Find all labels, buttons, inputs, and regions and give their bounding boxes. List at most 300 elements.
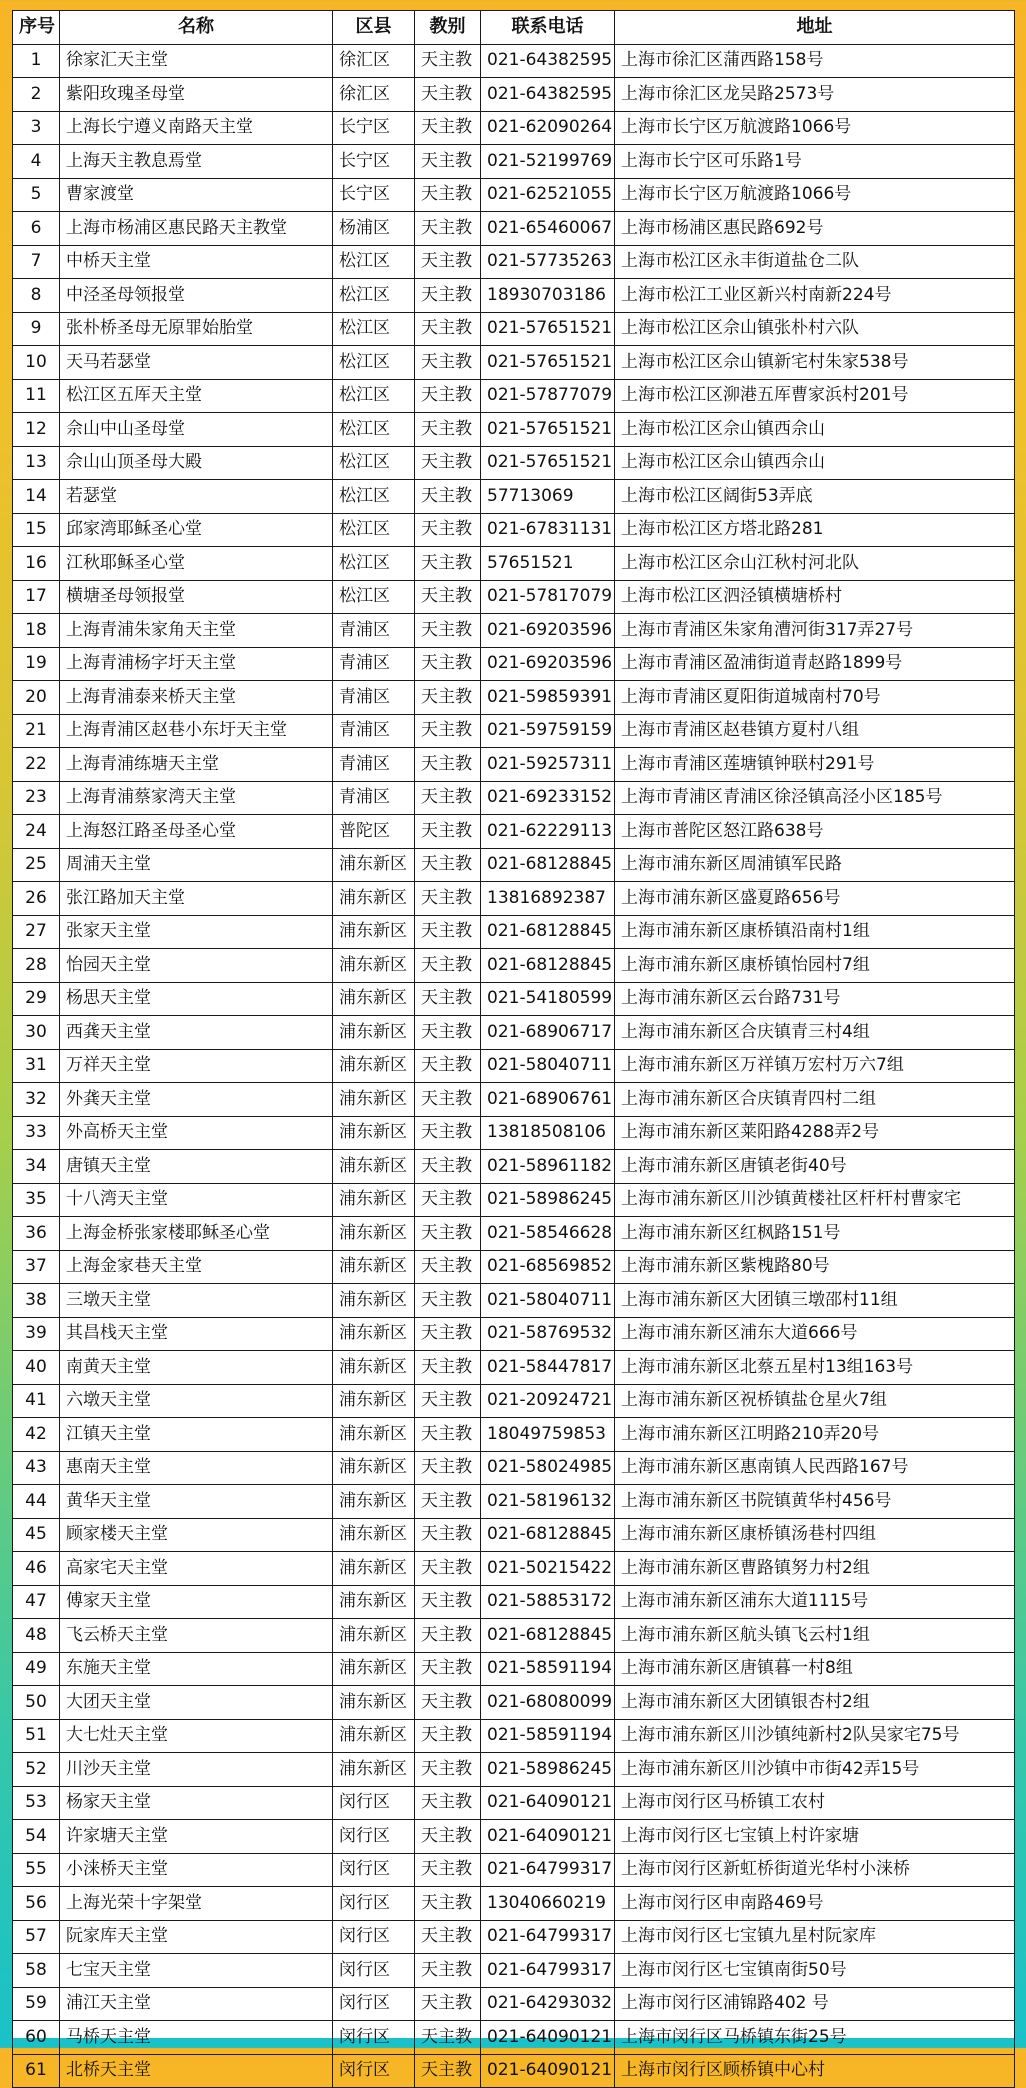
phone-cell: 021-59759159 <box>481 714 615 748</box>
address-cell: 上海市浦东新区康桥镇怡园村7组 <box>615 949 1015 983</box>
phone-cell: 021-59257311 <box>481 748 615 782</box>
table-row <box>13 1518 1015 1552</box>
row-number-cell: 30 <box>13 1016 60 1050</box>
address-cell: 上海市青浦区莲塘镇钟联村291号 <box>615 748 1015 782</box>
row-number-cell: 24 <box>13 815 60 849</box>
row-number-cell: 8 <box>13 279 60 313</box>
church-name-cell: 怡园天主堂 <box>60 949 333 983</box>
row-number-cell: 21 <box>13 714 60 748</box>
phone-cell: 021-64382595 <box>481 44 615 78</box>
church-name-cell: 中泾圣母领报堂 <box>60 279 333 313</box>
district-cell: 松江区 <box>333 446 415 480</box>
church-name-cell: 江镇天主堂 <box>60 1418 333 1452</box>
row-number-cell: 27 <box>13 915 60 949</box>
religion-cell: 天主教 <box>415 781 481 815</box>
phone-cell: 021-57651521 <box>481 413 615 447</box>
religion-cell: 天主教 <box>415 1619 481 1653</box>
address-cell: 上海市闵行区顾桥镇中心村 <box>615 2054 1015 2088</box>
table-row <box>13 1384 1015 1418</box>
district-cell: 浦东新区 <box>333 1451 415 1485</box>
row-number-cell: 4 <box>13 145 60 179</box>
phone-cell: 021-64090121 <box>481 2054 615 2088</box>
church-name-cell: 上海长宁遵义南路天主堂 <box>60 111 333 145</box>
table-row <box>13 1585 1015 1619</box>
religion-cell: 天主教 <box>415 547 481 581</box>
religion-cell: 天主教 <box>415 1719 481 1753</box>
table-row <box>13 78 1015 112</box>
address-cell: 上海市浦东新区书院镇黄华村456号 <box>615 1485 1015 1519</box>
row-number-cell: 9 <box>13 312 60 346</box>
religion-cell: 天主教 <box>415 1384 481 1418</box>
district-cell: 浦东新区 <box>333 1317 415 1351</box>
religion-cell: 天主教 <box>415 580 481 614</box>
table-row <box>13 882 1015 916</box>
religion-cell: 天主教 <box>415 480 481 514</box>
table-row <box>13 1351 1015 1385</box>
header-num: 序号 <box>13 11 60 45</box>
row-number-cell: 14 <box>13 480 60 514</box>
district-cell: 浦东新区 <box>333 882 415 916</box>
church-name-cell: 佘山山顶圣母大殿 <box>60 446 333 480</box>
address-cell: 上海市长宁区万航渡路1066号 <box>615 178 1015 212</box>
row-number-cell: 35 <box>13 1183 60 1217</box>
table-row <box>13 1987 1015 2021</box>
table-row <box>13 1853 1015 1887</box>
row-number-cell: 51 <box>13 1719 60 1753</box>
phone-cell: 021-58591194 <box>481 1652 615 1686</box>
phone-cell: 021-68906717 <box>481 1016 615 1050</box>
district-cell: 浦东新区 <box>333 1049 415 1083</box>
row-number-cell: 12 <box>13 413 60 447</box>
religion-cell: 天主教 <box>415 1183 481 1217</box>
header-row <box>13 11 1015 45</box>
district-cell: 杨浦区 <box>333 212 415 246</box>
phone-cell: 021-68128845 <box>481 848 615 882</box>
religion-cell: 天主教 <box>415 245 481 279</box>
district-cell: 松江区 <box>333 379 415 413</box>
row-number-cell: 5 <box>13 178 60 212</box>
religion-cell: 天主教 <box>415 44 481 78</box>
row-number-cell: 37 <box>13 1250 60 1284</box>
church-name-cell: 三墩天主堂 <box>60 1284 333 1318</box>
address-cell: 上海市闵行区浦锦路402 号 <box>615 1987 1015 2021</box>
phone-cell: 021-68128845 <box>481 1518 615 1552</box>
church-name-cell: 江秋耶稣圣心堂 <box>60 547 333 581</box>
phone-cell: 021-64799317 <box>481 1954 615 1988</box>
table-row <box>13 1116 1015 1150</box>
table-row <box>13 413 1015 447</box>
religion-cell: 天主教 <box>415 379 481 413</box>
phone-cell: 021-69233152 <box>481 781 615 815</box>
table-row <box>13 748 1015 782</box>
row-number-cell: 32 <box>13 1083 60 1117</box>
address-cell: 上海市浦东新区浦东大道666号 <box>615 1317 1015 1351</box>
church-name-cell: 许家塘天主堂 <box>60 1820 333 1854</box>
header-religion: 教别 <box>415 11 481 45</box>
phone-cell: 021-58986245 <box>481 1183 615 1217</box>
row-number-cell: 57 <box>13 1920 60 1954</box>
religion-cell: 天主教 <box>415 1083 481 1117</box>
table-row <box>13 1652 1015 1686</box>
church-name-cell: 川沙天主堂 <box>60 1753 333 1787</box>
church-name-cell: 东施天主堂 <box>60 1652 333 1686</box>
table-row <box>13 1317 1015 1351</box>
church-name-cell: 徐家汇天主堂 <box>60 44 333 78</box>
address-cell: 上海市松江区方塔北路281 <box>615 513 1015 547</box>
address-cell: 上海市浦东新区江明路210弄20号 <box>615 1418 1015 1452</box>
district-cell: 松江区 <box>333 279 415 313</box>
row-number-cell: 31 <box>13 1049 60 1083</box>
address-cell: 上海市闵行区新虹桥街道光华村小涞桥 <box>615 1853 1015 1887</box>
religion-cell: 天主教 <box>415 413 481 447</box>
address-cell: 上海市闵行区七宝镇九星村阮家库 <box>615 1920 1015 1954</box>
table-row <box>13 781 1015 815</box>
district-cell: 青浦区 <box>333 781 415 815</box>
church-name-cell: 飞云桥天主堂 <box>60 1619 333 1653</box>
district-cell: 浦东新区 <box>333 1652 415 1686</box>
religion-cell: 天主教 <box>415 1853 481 1887</box>
religion-cell: 天主教 <box>415 714 481 748</box>
address-cell: 上海市松江区佘山镇张朴村六队 <box>615 312 1015 346</box>
row-number-cell: 43 <box>13 1451 60 1485</box>
row-number-cell: 18 <box>13 614 60 648</box>
table-row <box>13 848 1015 882</box>
phone-cell: 021-65460067 <box>481 212 615 246</box>
district-cell: 徐汇区 <box>333 44 415 78</box>
table-row <box>13 2021 1015 2055</box>
church-name-cell: 上海金桥张家楼耶稣圣心堂 <box>60 1217 333 1251</box>
district-cell: 松江区 <box>333 413 415 447</box>
table-frame <box>12 10 1014 2081</box>
address-cell: 上海市松江区佘山镇西佘山 <box>615 413 1015 447</box>
table-row <box>13 1250 1015 1284</box>
church-name-cell: 西龚天主堂 <box>60 1016 333 1050</box>
table-row <box>13 1753 1015 1787</box>
district-cell: 浦东新区 <box>333 1753 415 1787</box>
address-cell: 上海市闵行区七宝镇上村许家塘 <box>615 1820 1015 1854</box>
address-cell: 上海市松江工业区新兴村南新224号 <box>615 279 1015 313</box>
religion-cell: 天主教 <box>415 1485 481 1519</box>
table-row <box>13 1552 1015 1586</box>
address-cell: 上海市浦东新区盛夏路656号 <box>615 882 1015 916</box>
religion-cell: 天主教 <box>415 915 481 949</box>
religion-cell: 天主教 <box>415 1552 481 1586</box>
church-name-cell: 天马若瑟堂 <box>60 346 333 380</box>
address-cell: 上海市浦东新区云台路731号 <box>615 982 1015 1016</box>
row-number-cell: 38 <box>13 1284 60 1318</box>
church-table <box>12 10 1015 2088</box>
address-cell: 上海市浦东新区紫槐路80号 <box>615 1250 1015 1284</box>
table-row <box>13 1183 1015 1217</box>
phone-cell: 021-64293032 <box>481 1987 615 2021</box>
phone-cell: 13818508106 <box>481 1116 615 1150</box>
address-cell: 上海市普陀区怒江路638号 <box>615 815 1015 849</box>
address-cell: 上海市长宁区可乐路1号 <box>615 145 1015 179</box>
church-name-cell: 邱家湾耶稣圣心堂 <box>60 513 333 547</box>
religion-cell: 天主教 <box>415 1317 481 1351</box>
table-row <box>13 681 1015 715</box>
church-name-cell: 北桥天主堂 <box>60 2054 333 2088</box>
table-row <box>13 1786 1015 1820</box>
church-name-cell: 张家天主堂 <box>60 915 333 949</box>
row-number-cell: 60 <box>13 2021 60 2055</box>
phone-cell: 021-58961182 <box>481 1150 615 1184</box>
church-name-cell: 杨思天主堂 <box>60 982 333 1016</box>
table-row <box>13 1485 1015 1519</box>
address-cell: 上海市浦东新区川沙镇纯新村2队吴家宅75号 <box>615 1719 1015 1753</box>
phone-cell: 021-58040711 <box>481 1049 615 1083</box>
row-number-cell: 45 <box>13 1518 60 1552</box>
religion-cell: 天主教 <box>415 1987 481 2021</box>
row-number-cell: 7 <box>13 245 60 279</box>
religion-cell: 天主教 <box>415 279 481 313</box>
address-cell: 上海市浦东新区唐镇老街40号 <box>615 1150 1015 1184</box>
religion-cell: 天主教 <box>415 212 481 246</box>
church-name-cell: 上海青浦练塘天主堂 <box>60 748 333 782</box>
table-row <box>13 1619 1015 1653</box>
address-cell: 上海市浦东新区合庆镇青三村4组 <box>615 1016 1015 1050</box>
address-cell: 上海市浦东新区惠南镇人民西路167号 <box>615 1451 1015 1485</box>
address-cell: 上海市浦东新区周浦镇军民路 <box>615 848 1015 882</box>
district-cell: 浦东新区 <box>333 1384 415 1418</box>
address-cell: 上海市松江区佘山镇西佘山 <box>615 446 1015 480</box>
table-row <box>13 580 1015 614</box>
address-cell: 上海市浦东新区大团镇三墩邵村11组 <box>615 1284 1015 1318</box>
address-cell: 上海市松江区佘山江秋村河北队 <box>615 547 1015 581</box>
district-cell: 浦东新区 <box>333 848 415 882</box>
religion-cell: 天主教 <box>415 1585 481 1619</box>
religion-cell: 天主教 <box>415 1786 481 1820</box>
phone-cell: 021-58196132 <box>481 1485 615 1519</box>
address-cell: 上海市浦东新区川沙镇黄楼社区杆杆村曹家宅 <box>615 1183 1015 1217</box>
row-number-cell: 15 <box>13 513 60 547</box>
phone-cell: 57651521 <box>481 547 615 581</box>
row-number-cell: 55 <box>13 1853 60 1887</box>
phone-cell: 021-64799317 <box>481 1853 615 1887</box>
religion-cell: 天主教 <box>415 145 481 179</box>
religion-cell: 天主教 <box>415 848 481 882</box>
row-number-cell: 56 <box>13 1887 60 1921</box>
phone-cell: 021-54180599 <box>481 982 615 1016</box>
row-number-cell: 22 <box>13 748 60 782</box>
religion-cell: 天主教 <box>415 446 481 480</box>
district-cell: 浦东新区 <box>333 1183 415 1217</box>
religion-cell: 天主教 <box>415 2021 481 2055</box>
religion-cell: 天主教 <box>415 1820 481 1854</box>
table-row <box>13 714 1015 748</box>
table-row <box>13 2054 1015 2088</box>
table-row <box>13 1954 1015 1988</box>
district-cell: 松江区 <box>333 245 415 279</box>
row-number-cell: 28 <box>13 949 60 983</box>
district-cell: 浦东新区 <box>333 1418 415 1452</box>
district-cell: 浦东新区 <box>333 1485 415 1519</box>
district-cell: 长宁区 <box>333 145 415 179</box>
row-number-cell: 29 <box>13 982 60 1016</box>
address-cell: 上海市杨浦区惠民路692号 <box>615 212 1015 246</box>
church-name-cell: 上海金家巷天主堂 <box>60 1250 333 1284</box>
phone-cell: 021-58546628 <box>481 1217 615 1251</box>
table-row <box>13 480 1015 514</box>
phone-cell: 021-64090121 <box>481 1820 615 1854</box>
address-cell: 上海市青浦区朱家角漕河街317弄27号 <box>615 614 1015 648</box>
church-name-cell: 大七灶天主堂 <box>60 1719 333 1753</box>
district-cell: 青浦区 <box>333 647 415 681</box>
address-cell: 上海市长宁区万航渡路1066号 <box>615 111 1015 145</box>
table-row <box>13 1016 1015 1050</box>
header-district: 区县 <box>333 11 415 45</box>
address-cell: 上海市松江区泖港五厍曹家浜村201号 <box>615 379 1015 413</box>
table-row <box>13 245 1015 279</box>
district-cell: 松江区 <box>333 547 415 581</box>
district-cell: 浦东新区 <box>333 1083 415 1117</box>
phone-cell: 021-57651521 <box>481 346 615 380</box>
phone-cell: 021-68569852 <box>481 1250 615 1284</box>
row-number-cell: 19 <box>13 647 60 681</box>
row-number-cell: 58 <box>13 1954 60 1988</box>
religion-cell: 天主教 <box>415 346 481 380</box>
church-name-cell: 浦江天主堂 <box>60 1987 333 2021</box>
table-row <box>13 212 1015 246</box>
address-cell: 上海市松江区佘山镇新宅村朱家538号 <box>615 346 1015 380</box>
church-name-cell: 紫阳玫瑰圣母堂 <box>60 78 333 112</box>
district-cell: 闵行区 <box>333 1820 415 1854</box>
phone-cell: 021-58447817 <box>481 1351 615 1385</box>
row-number-cell: 61 <box>13 2054 60 2088</box>
religion-cell: 天主教 <box>415 614 481 648</box>
religion-cell: 天主教 <box>415 1418 481 1452</box>
district-cell: 闵行区 <box>333 1987 415 2021</box>
religion-cell: 天主教 <box>415 2054 481 2088</box>
table-row <box>13 1451 1015 1485</box>
phone-cell: 57713069 <box>481 480 615 514</box>
row-number-cell: 23 <box>13 781 60 815</box>
address-cell: 上海市闵行区申南路469号 <box>615 1887 1015 1921</box>
phone-cell: 021-52199769 <box>481 145 615 179</box>
address-cell: 上海市松江区阔街53弄底 <box>615 480 1015 514</box>
table-row <box>13 44 1015 78</box>
religion-cell: 天主教 <box>415 1451 481 1485</box>
phone-cell: 13040660219 <box>481 1887 615 1921</box>
district-cell: 闵行区 <box>333 1853 415 1887</box>
religion-cell: 天主教 <box>415 1016 481 1050</box>
address-cell: 上海市浦东新区航头镇飞云村1组 <box>615 1619 1015 1653</box>
church-name-cell: 若瑟堂 <box>60 480 333 514</box>
address-cell: 上海市徐汇区蒲西路158号 <box>615 44 1015 78</box>
religion-cell: 天主教 <box>415 1652 481 1686</box>
row-number-cell: 1 <box>13 44 60 78</box>
table-row <box>13 815 1015 849</box>
table-row <box>13 279 1015 313</box>
row-number-cell: 50 <box>13 1686 60 1720</box>
address-cell: 上海市青浦区夏阳街道城南村70号 <box>615 681 1015 715</box>
row-number-cell: 20 <box>13 681 60 715</box>
church-name-cell: 上海青浦蔡家湾天主堂 <box>60 781 333 815</box>
row-number-cell: 16 <box>13 547 60 581</box>
phone-cell: 021-69203596 <box>481 647 615 681</box>
religion-cell: 天主教 <box>415 647 481 681</box>
table-row <box>13 111 1015 145</box>
table-row <box>13 513 1015 547</box>
religion-cell: 天主教 <box>415 748 481 782</box>
table-row <box>13 982 1015 1016</box>
district-cell: 闵行区 <box>333 1954 415 1988</box>
phone-cell: 021-57651521 <box>481 312 615 346</box>
church-name-cell: 上海青浦区赵巷小东圩天主堂 <box>60 714 333 748</box>
table-row <box>13 446 1015 480</box>
district-cell: 浦东新区 <box>333 1518 415 1552</box>
table-row <box>13 145 1015 179</box>
district-cell: 松江区 <box>333 346 415 380</box>
row-number-cell: 36 <box>13 1217 60 1251</box>
district-cell: 闵行区 <box>333 1887 415 1921</box>
phone-cell: 021-64799317 <box>481 1920 615 1954</box>
church-name-cell: 张朴桥圣母无原罪始胎堂 <box>60 312 333 346</box>
row-number-cell: 52 <box>13 1753 60 1787</box>
district-cell: 浦东新区 <box>333 982 415 1016</box>
church-name-cell: 惠南天主堂 <box>60 1451 333 1485</box>
table-body <box>13 44 1015 2088</box>
religion-cell: 天主教 <box>415 178 481 212</box>
district-cell: 浦东新区 <box>333 1619 415 1653</box>
table-row <box>13 1418 1015 1452</box>
religion-cell: 天主教 <box>415 1284 481 1318</box>
church-name-cell: 万祥天主堂 <box>60 1049 333 1083</box>
religion-cell: 天主教 <box>415 1116 481 1150</box>
religion-cell: 天主教 <box>415 1217 481 1251</box>
church-name-cell: 上海青浦杨字圩天主堂 <box>60 647 333 681</box>
phone-cell: 021-58769532 <box>481 1317 615 1351</box>
header-name: 名称 <box>60 11 333 45</box>
address-cell: 上海市浦东新区莱阳路4288弄2号 <box>615 1116 1015 1150</box>
row-number-cell: 44 <box>13 1485 60 1519</box>
religion-cell: 天主教 <box>415 513 481 547</box>
row-number-cell: 2 <box>13 78 60 112</box>
district-cell: 浦东新区 <box>333 1585 415 1619</box>
district-cell: 徐汇区 <box>333 78 415 112</box>
address-cell: 上海市浦东新区曹路镇努力村2组 <box>615 1552 1015 1586</box>
row-number-cell: 48 <box>13 1619 60 1653</box>
religion-cell: 天主教 <box>415 681 481 715</box>
row-number-cell: 41 <box>13 1384 60 1418</box>
phone-cell: 021-62090264 <box>481 111 615 145</box>
row-number-cell: 6 <box>13 212 60 246</box>
address-cell: 上海市浦东新区红枫路151号 <box>615 1217 1015 1251</box>
district-cell: 浦东新区 <box>333 1016 415 1050</box>
table-row <box>13 647 1015 681</box>
district-cell: 松江区 <box>333 580 415 614</box>
row-number-cell: 26 <box>13 882 60 916</box>
row-number-cell: 42 <box>13 1418 60 1452</box>
church-name-cell: 曹家渡堂 <box>60 178 333 212</box>
church-name-cell: 杨家天主堂 <box>60 1786 333 1820</box>
church-name-cell: 七宝天主堂 <box>60 1954 333 1988</box>
church-name-cell: 外高桥天主堂 <box>60 1116 333 1150</box>
phone-cell: 021-62521055 <box>481 178 615 212</box>
address-cell: 上海市闵行区七宝镇南街50号 <box>615 1954 1015 1988</box>
phone-cell: 021-62229113 <box>481 815 615 849</box>
phone-cell: 021-67831131 <box>481 513 615 547</box>
district-cell: 普陀区 <box>333 815 415 849</box>
district-cell: 长宁区 <box>333 178 415 212</box>
address-cell: 上海市浦东新区康桥镇沿南村1组 <box>615 915 1015 949</box>
phone-cell: 021-58040711 <box>481 1284 615 1318</box>
row-number-cell: 10 <box>13 346 60 380</box>
district-cell: 松江区 <box>333 480 415 514</box>
address-cell: 上海市浦东新区川沙镇中市街42弄15号 <box>615 1753 1015 1787</box>
table-row <box>13 1049 1015 1083</box>
church-name-cell: 外龚天主堂 <box>60 1083 333 1117</box>
